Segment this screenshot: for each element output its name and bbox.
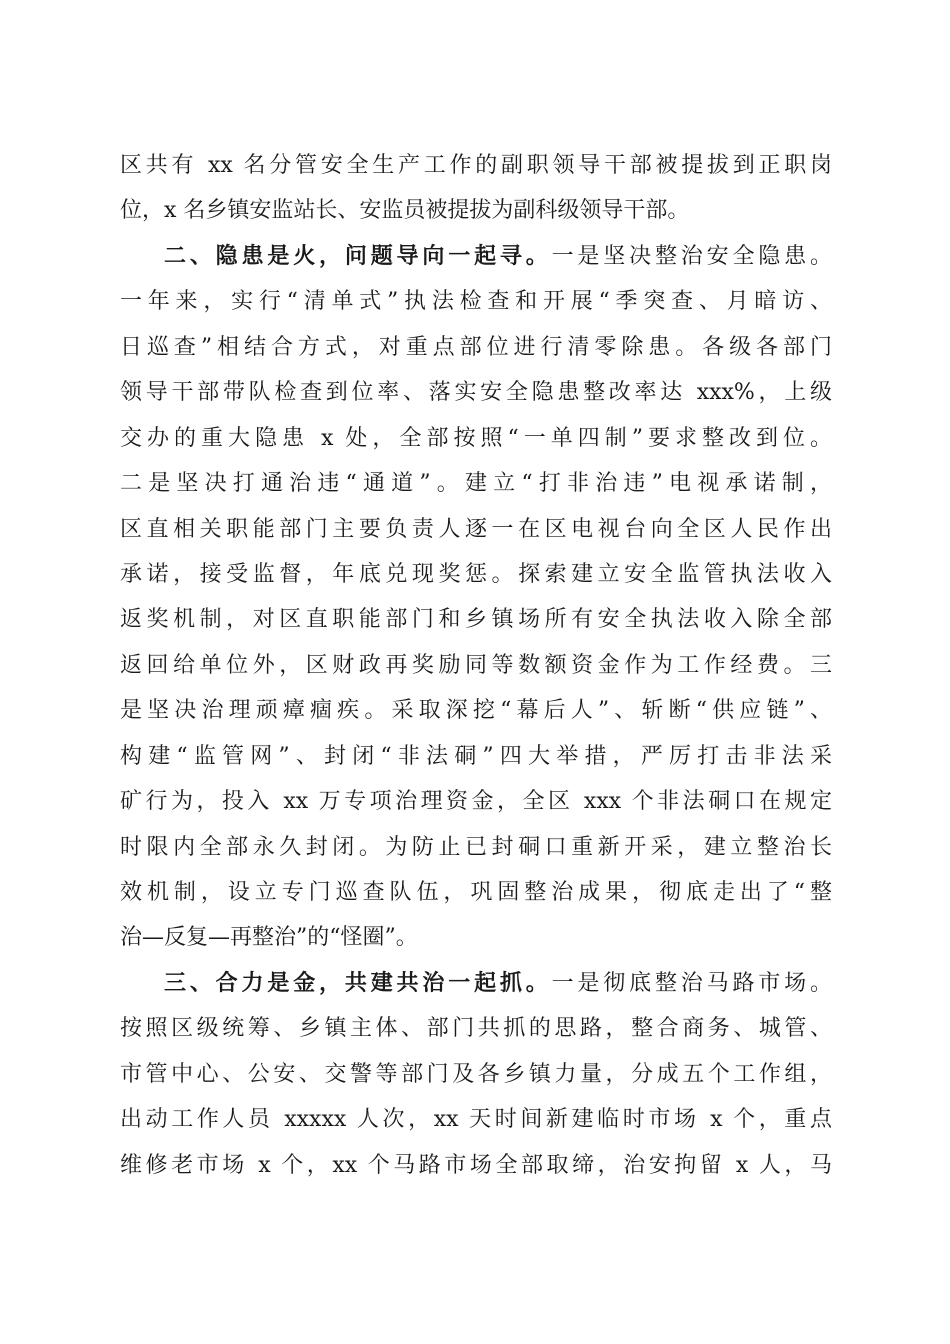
text-line: 是坚决治理顽瘴痼疾。采取深挖“幕后人”、斩断“供应链”、 (120, 698, 832, 724)
text-line: 日巡查”相结合方式，对重点部位进行清零除患。各级各部门 (120, 334, 832, 360)
heading-3-title: 三、合力是金，共建共治一起抓。 (164, 970, 552, 996)
heading-2-title: 二、隐患是火，问题导向一起寻。 (164, 243, 552, 269)
text-line: 区共有 xx 名分管安全生产工作的副职领导干部被提拔到正职岗 (120, 153, 832, 178)
text-line: 矿行为，投入 xx 万专项治理资金，全区 xxx 个非法硐口在规定 (120, 789, 832, 815)
text-line: 领导干部带队检查到位率、落实安全隐患整改率达 xxx%，上级 (120, 380, 832, 406)
text-line: 位，x 名乡镇安监站长、安监员被提拔为副科级领导干部。 (120, 198, 690, 224)
text-line: 治—反复—再整治”的“怪圈”。 (120, 925, 418, 951)
text-line: 二是坚决打通治违“通道”。建立“打非治违”电视承诺制， (120, 471, 832, 497)
text-line: 交办的重大隐患 x 处，全部按照“一单四制”要求整改到位。 (120, 425, 832, 451)
text-line: 一年来，实行“清单式”执法检查和开展“季突查、月暗访、 (120, 289, 832, 315)
heading-2-text: 一是坚决整治安全隐患。 (551, 243, 832, 269)
text-line: 按照区级统筹、乡镇主体、部门共抓的思路，整合商务、城管、 (120, 1016, 832, 1042)
text-line: 区直相关职能部门主要负责人逐一在区电视台向全区人民作出 (120, 516, 832, 542)
section-heading-2 (120, 234, 832, 279)
section-heading-3 (120, 961, 832, 1006)
text-line: 市管中心、公安、交警等部门及各乡镇力量，分成五个工作组， (120, 1061, 832, 1087)
text-line: 返回给单位外，区财政再奖励同等数额资金作为工作经费。三 (120, 652, 832, 678)
text-line: 维修老市场 x 个，xx 个马路市场全部取缔，治安拘留 x 人，马 (120, 1152, 832, 1178)
text-line: 出动工作人员 xxxxx 人次，xx 天时间新建临时市场 x 个，重点 (120, 1107, 832, 1133)
text-line: 构建“监管网”、封闭“非法硐”四大举措，严厉打击非法采 (120, 743, 832, 769)
text-line: 效机制，设立专门巡查队伍，巩固整治成果，彻底走出了“整 (120, 880, 832, 905)
text-line: 承诺，接受监督，年底兑现奖惩。探索建立安全监管执法收入 (120, 561, 832, 587)
body-text (120, 143, 832, 1188)
text-line: 时限内全部永久封闭。为防止已封硐口重新开采，建立整治长 (120, 834, 832, 860)
heading-3-text: 一是彻底整治马路市场。 (551, 970, 832, 996)
text-line: 返奖机制，对区直职能部门和乡镇场所有安全执法收入除全部 (120, 607, 832, 633)
